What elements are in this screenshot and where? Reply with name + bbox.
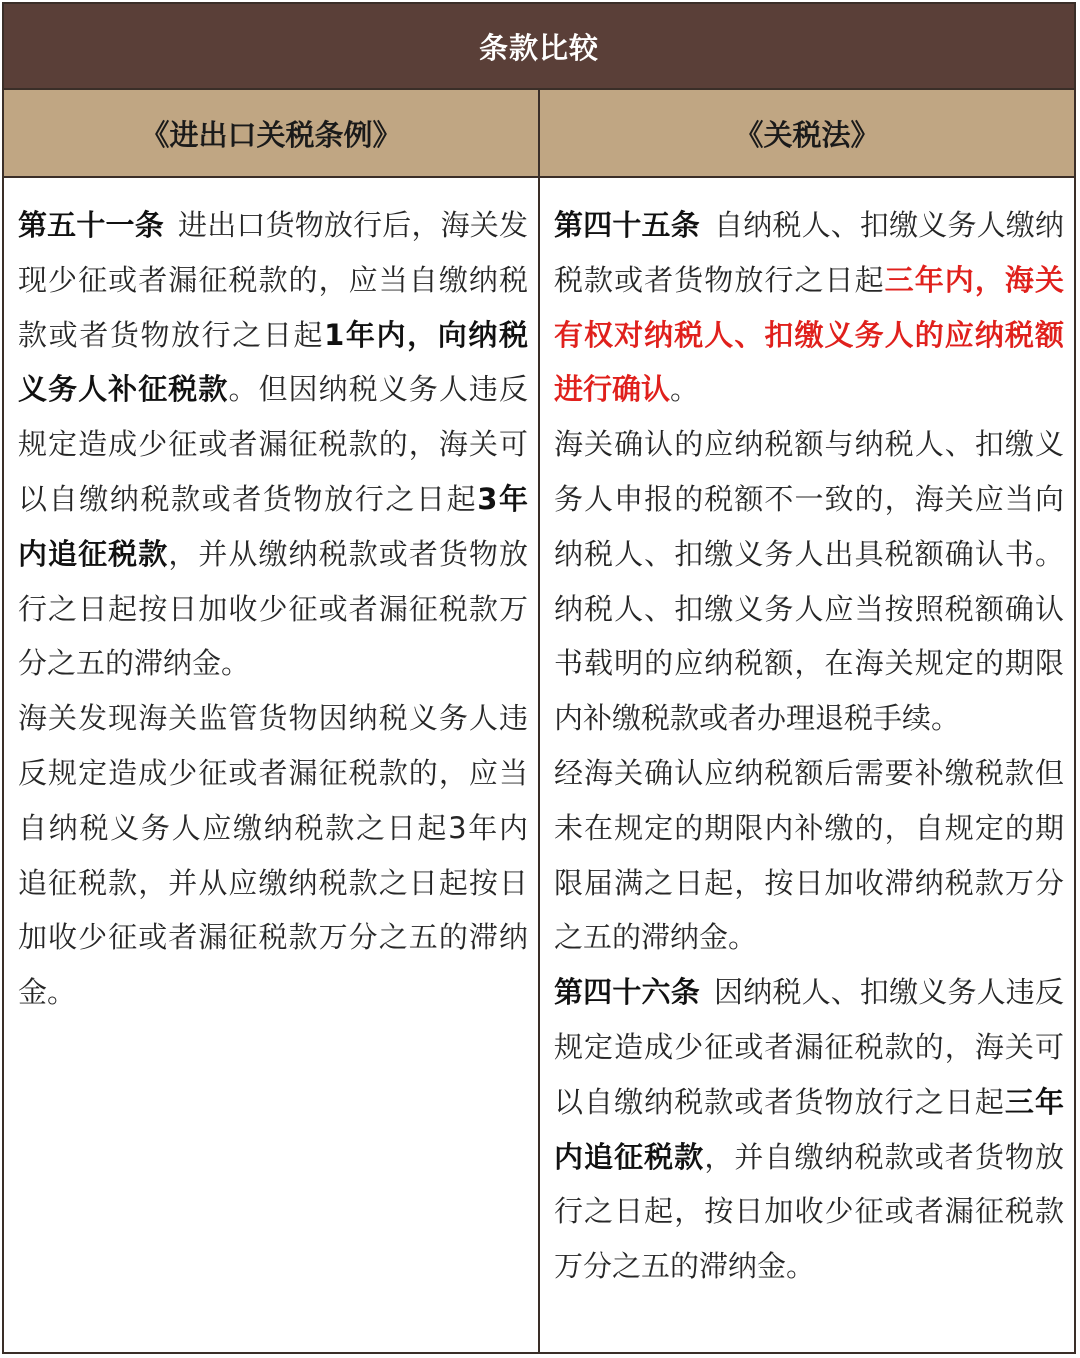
article-46-label: 第四十六条 — [554, 975, 700, 1010]
right-paragraph-3: 经海关确认应纳税额后需要补缴税款但未在规定的期限内补缴的，自规定的期限届满之日起，按日加收滞纳税款万分之五的滞纳金。 — [554, 755, 1064, 955]
left-paragraph-1 — [18, 198, 528, 691]
table-title: 条款比较 — [4, 4, 1074, 90]
left-paragraph-2: 海关发现海关监管货物因纳税义务人违反规定造成少征或者漏征税款的，应当自纳税义务人应缴纳税款之日起3年内追征税款，并从应缴纳税款之日起按日加收少征或者漏征税款万分之五的滞纳金。 — [18, 701, 528, 1010]
left-p1-text-b: 。但因纳税义务人违反规定造成少征或者漏征税款的，海关可以自缴纳税款或者货物放行之日起 — [18, 372, 528, 516]
comparison-table — [2, 2, 1076, 1354]
article-51-label: 第五十一条 — [18, 208, 164, 242]
column-header-row — [4, 90, 1074, 178]
right-p1-red-highlight: 三年内，海关有权对纳税人、扣缴义务人的应纳税额进行确认 — [554, 262, 1064, 407]
right-paragraph-4 — [554, 965, 1064, 1294]
right-p4-text-a: 因纳税人、扣缴义务人违反规定造成少征或者漏征税款的，海关可以自缴纳税款或者货物放行之日起 — [554, 975, 1064, 1119]
right-paragraph-2: 海关确认的应纳税额与纳税人、扣缴义务人申报的税额不一致的，海关应当向纳税人、扣缴义务人出具税额确认书。纳税人、扣缴义务人应当按照税额确认书载明的应纳税额，在海关规定的期限内补缴税款或者办理退税手续。 — [554, 427, 1064, 736]
left-p1-bold-b: 3年内追征税款 — [18, 481, 528, 571]
left-column-content — [4, 178, 540, 1352]
right-p4-bold: 三年内追征税款 — [554, 1084, 1064, 1174]
left-p1-text-a: 进出口货物放行后，海关发现少征或者漏征税款的，应当自缴纳税款或者货物放行之日起 — [18, 208, 528, 352]
left-p1-text-c: ，并从缴纳税款或者货物放行之日起按日加收少征或者漏征税款万分之五的滞纳金。 — [18, 536, 528, 681]
right-p1-text-b: 。 — [670, 372, 700, 407]
right-paragraph-1 — [554, 198, 1064, 417]
article-45-label: 第四十五条 — [554, 208, 700, 242]
left-p1-bold-a: 1年内，向纳税义务人补征税款 — [18, 317, 528, 407]
right-p4-text-b: ，并自缴纳税款或者货物放行之日起，按日加收少征或者漏征税款万分之五的滞纳金。 — [554, 1139, 1064, 1284]
right-column-content — [540, 178, 1074, 1352]
right-column-header: 《关税法》 — [734, 117, 880, 152]
left-column-header: 《进出口关税条例》 — [4, 90, 540, 176]
content-row — [4, 178, 1074, 1352]
right-p1-text-a: 自纳税人、扣缴义务人缴纳税款或者货物放行之日起 — [554, 208, 1064, 297]
